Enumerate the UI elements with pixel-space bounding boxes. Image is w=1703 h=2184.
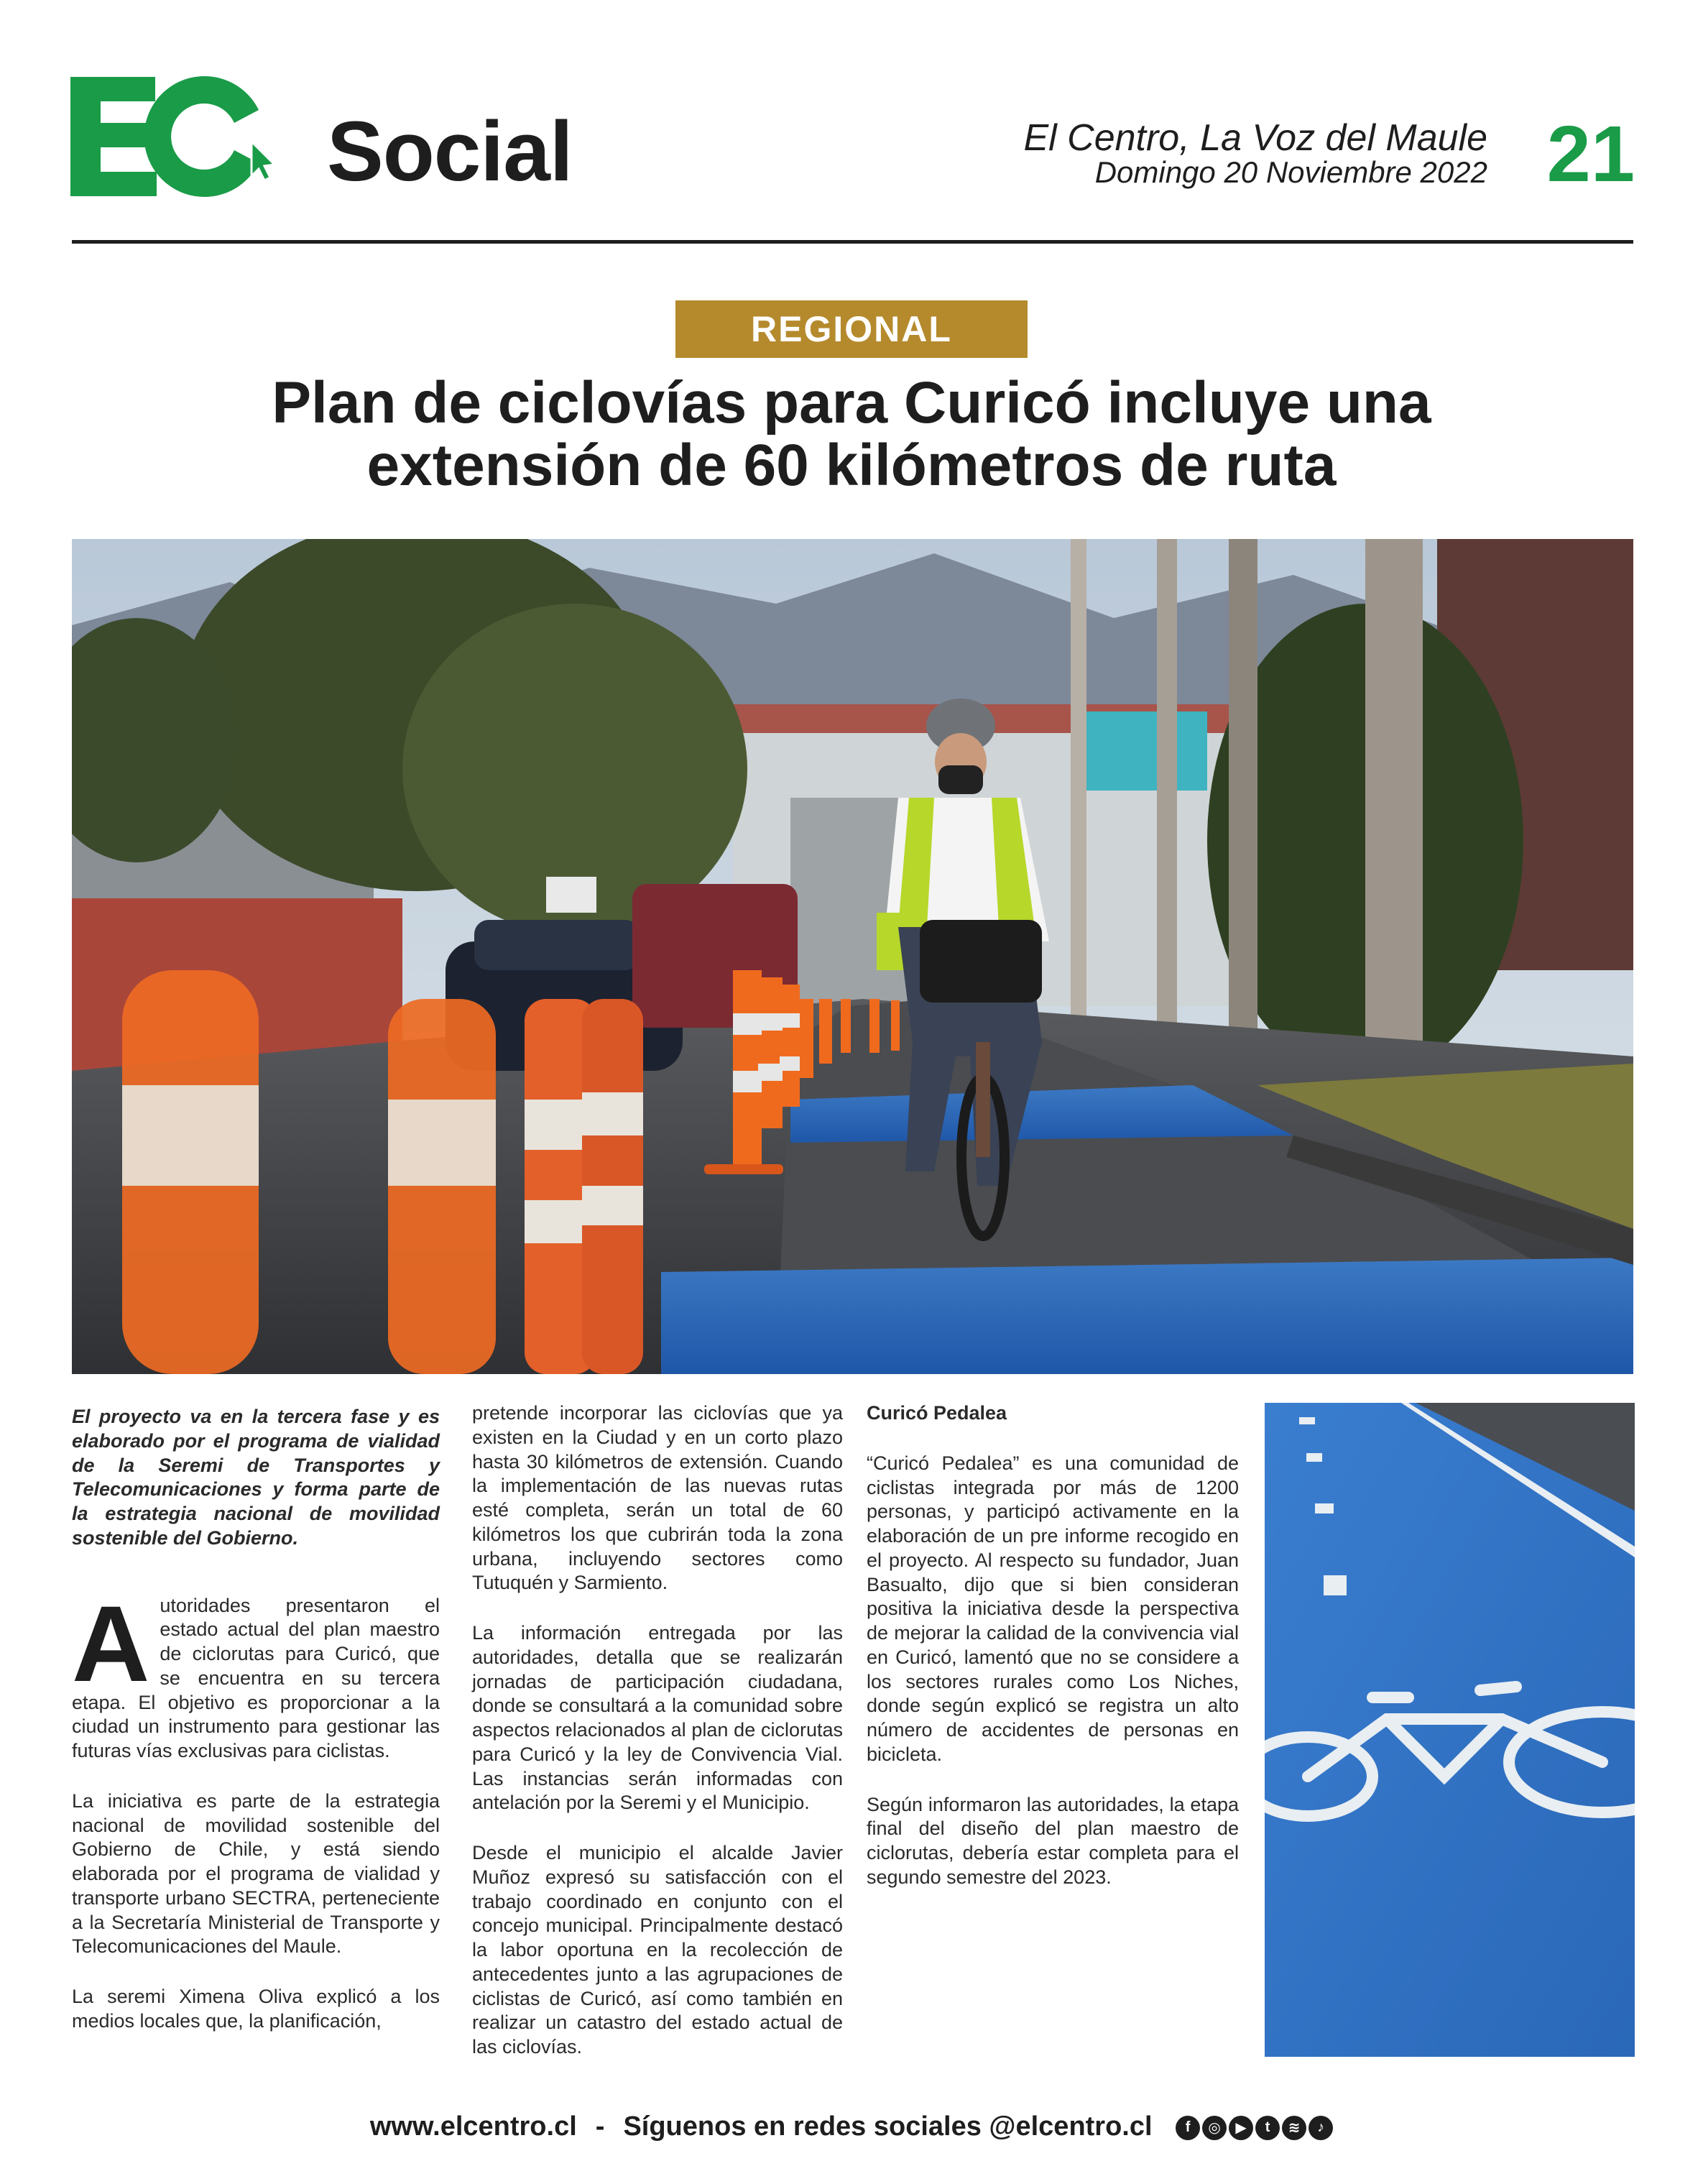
- publication-logo: [70, 75, 279, 198]
- section-kicker: REGIONAL: [675, 300, 1028, 358]
- headline-line-2: extensión de 60 kilómetros de ruta: [366, 432, 1337, 498]
- twitter-icon[interactable]: t: [1255, 2116, 1280, 2140]
- paragraph: Según informaron las autoridades, la etapa final del diseño del plan maestro de ciclorutas, debería estar completa para el segundo semestre del 2023.: [867, 1793, 1239, 1888]
- paragraph: “Curicó Pedalea” es una comunidad de ciclistas integrada por más de 1200 personas, y participó activamente en la elaboración de un pre informe recogido en el proyecto. Al respecto su fundador, Juan Basualto, dijo que si bien consideran positiva la iniciativa desde la perspectiva de mejorar la calidad de la convivencia vial en Curicó, lamentó que no se considere a los sectores rurales como Los Niches, donde según explicó se registra un alto número de accidentes de personas en bicicleta.: [867, 1452, 1239, 1765]
- instagram-icon[interactable]: ◎: [1202, 2116, 1227, 2140]
- paragraph: La información entregada por las autoridades, detalla que se realizarán jornadas de participación ciudadana, donde se consultará a la comunidad sobre aspectos relacionados al plan de ciclorutas para Curicó y la ley de Convivencia Vial. Las instancias serán informadas con antelación por la Seremi y el Municipio.: [472, 1622, 843, 1814]
- header-divider: [72, 240, 1633, 244]
- paragraph: La seremi Ximena Oliva explicó a los medios locales que, la planificación,: [72, 1986, 440, 2032]
- paragraph: pretende incorporar las ciclovías que ya existen en la Ciudad y en un corto plazo hasta 30 kilómetros de extensión. Cuando la implementación de las nuevas rutas esté completa, serán un total de 60 kilómetros los que cubrirán toda la zona urbana, incluyendo sectores como Tutuquén y Sarmiento.: [472, 1402, 843, 1594]
- tiktok-icon[interactable]: ♪: [1309, 2116, 1333, 2140]
- publication-date: Domingo 20 Noviembre 2022: [1094, 155, 1487, 189]
- cyclist-photo: [72, 539, 1633, 1374]
- article-lead: El proyecto va en la tercera fase y es elaborado por el programa de vialidad de la Seremi de Transportes y Telecomunicaciones y forma parte de la estrategia nacional de movilidad sostenible del Gobierno.: [72, 1406, 440, 1549]
- headline-line-1: Plan de ciclovías para Curicó incluye una: [272, 370, 1431, 436]
- drop-cap: A: [72, 1582, 150, 1704]
- subheading: Curicó Pedalea: [867, 1402, 1007, 1424]
- page-number: 21: [1546, 110, 1635, 198]
- page-footer: [0, 2111, 1703, 2142]
- article-column-3: [867, 1401, 1239, 1916]
- bike-lane-photo: [1265, 1403, 1635, 2057]
- footer-separator: -: [595, 2111, 605, 2142]
- paragraph: Desde el municipio el alcalde Javier Muñoz expresó su satisfacción con el trabajo coordinado en conjunto con el concejo municipal. Principalmente destacó la labor oportuna en la recolección de antecedentes junto a las agrupaciones de ciclistas de Curicó, así como también en realizar un catastro del estado actual de las ciclovías.: [472, 1842, 843, 2058]
- paragraph: [72, 1582, 440, 1764]
- article-headline: [72, 372, 1631, 497]
- social-icons: [1176, 2116, 1333, 2140]
- paragraph-text: utoridades presentaron el estado actual del plan maestro de ciclorutas para Curicó, que se encuentra en su tercera etapa. El objetivo es proporcionar a la ciudad un instrumento para gestionar las futuras vías exclusivas para ciclistas.: [72, 1594, 440, 1761]
- article-column-2: [472, 1401, 843, 2086]
- article-column-1: [72, 1405, 440, 2060]
- facebook-icon[interactable]: f: [1176, 2116, 1200, 2140]
- website-link[interactable]: www.elcentro.cl: [369, 2111, 577, 2142]
- social-text: Síguenos en redes sociales @elcentro.cl: [623, 2111, 1153, 2142]
- spotify-icon[interactable]: ≋: [1282, 2116, 1306, 2140]
- youtube-icon[interactable]: ▶: [1229, 2116, 1253, 2140]
- paragraph: La iniciativa es parte de la estrategia nacional de movilidad sostenible del Gobierno de Chile, y está siendo elaborada por el programa de vialidad y transporte urbano SECTRA, perteneciente a la Secretaría Ministerial de Transporte y Telecomunicaciones del Maule.: [72, 1789, 440, 1958]
- publication-name: El Centro, La Voz del Maule: [1023, 117, 1487, 159]
- section-title: Social: [327, 104, 573, 199]
